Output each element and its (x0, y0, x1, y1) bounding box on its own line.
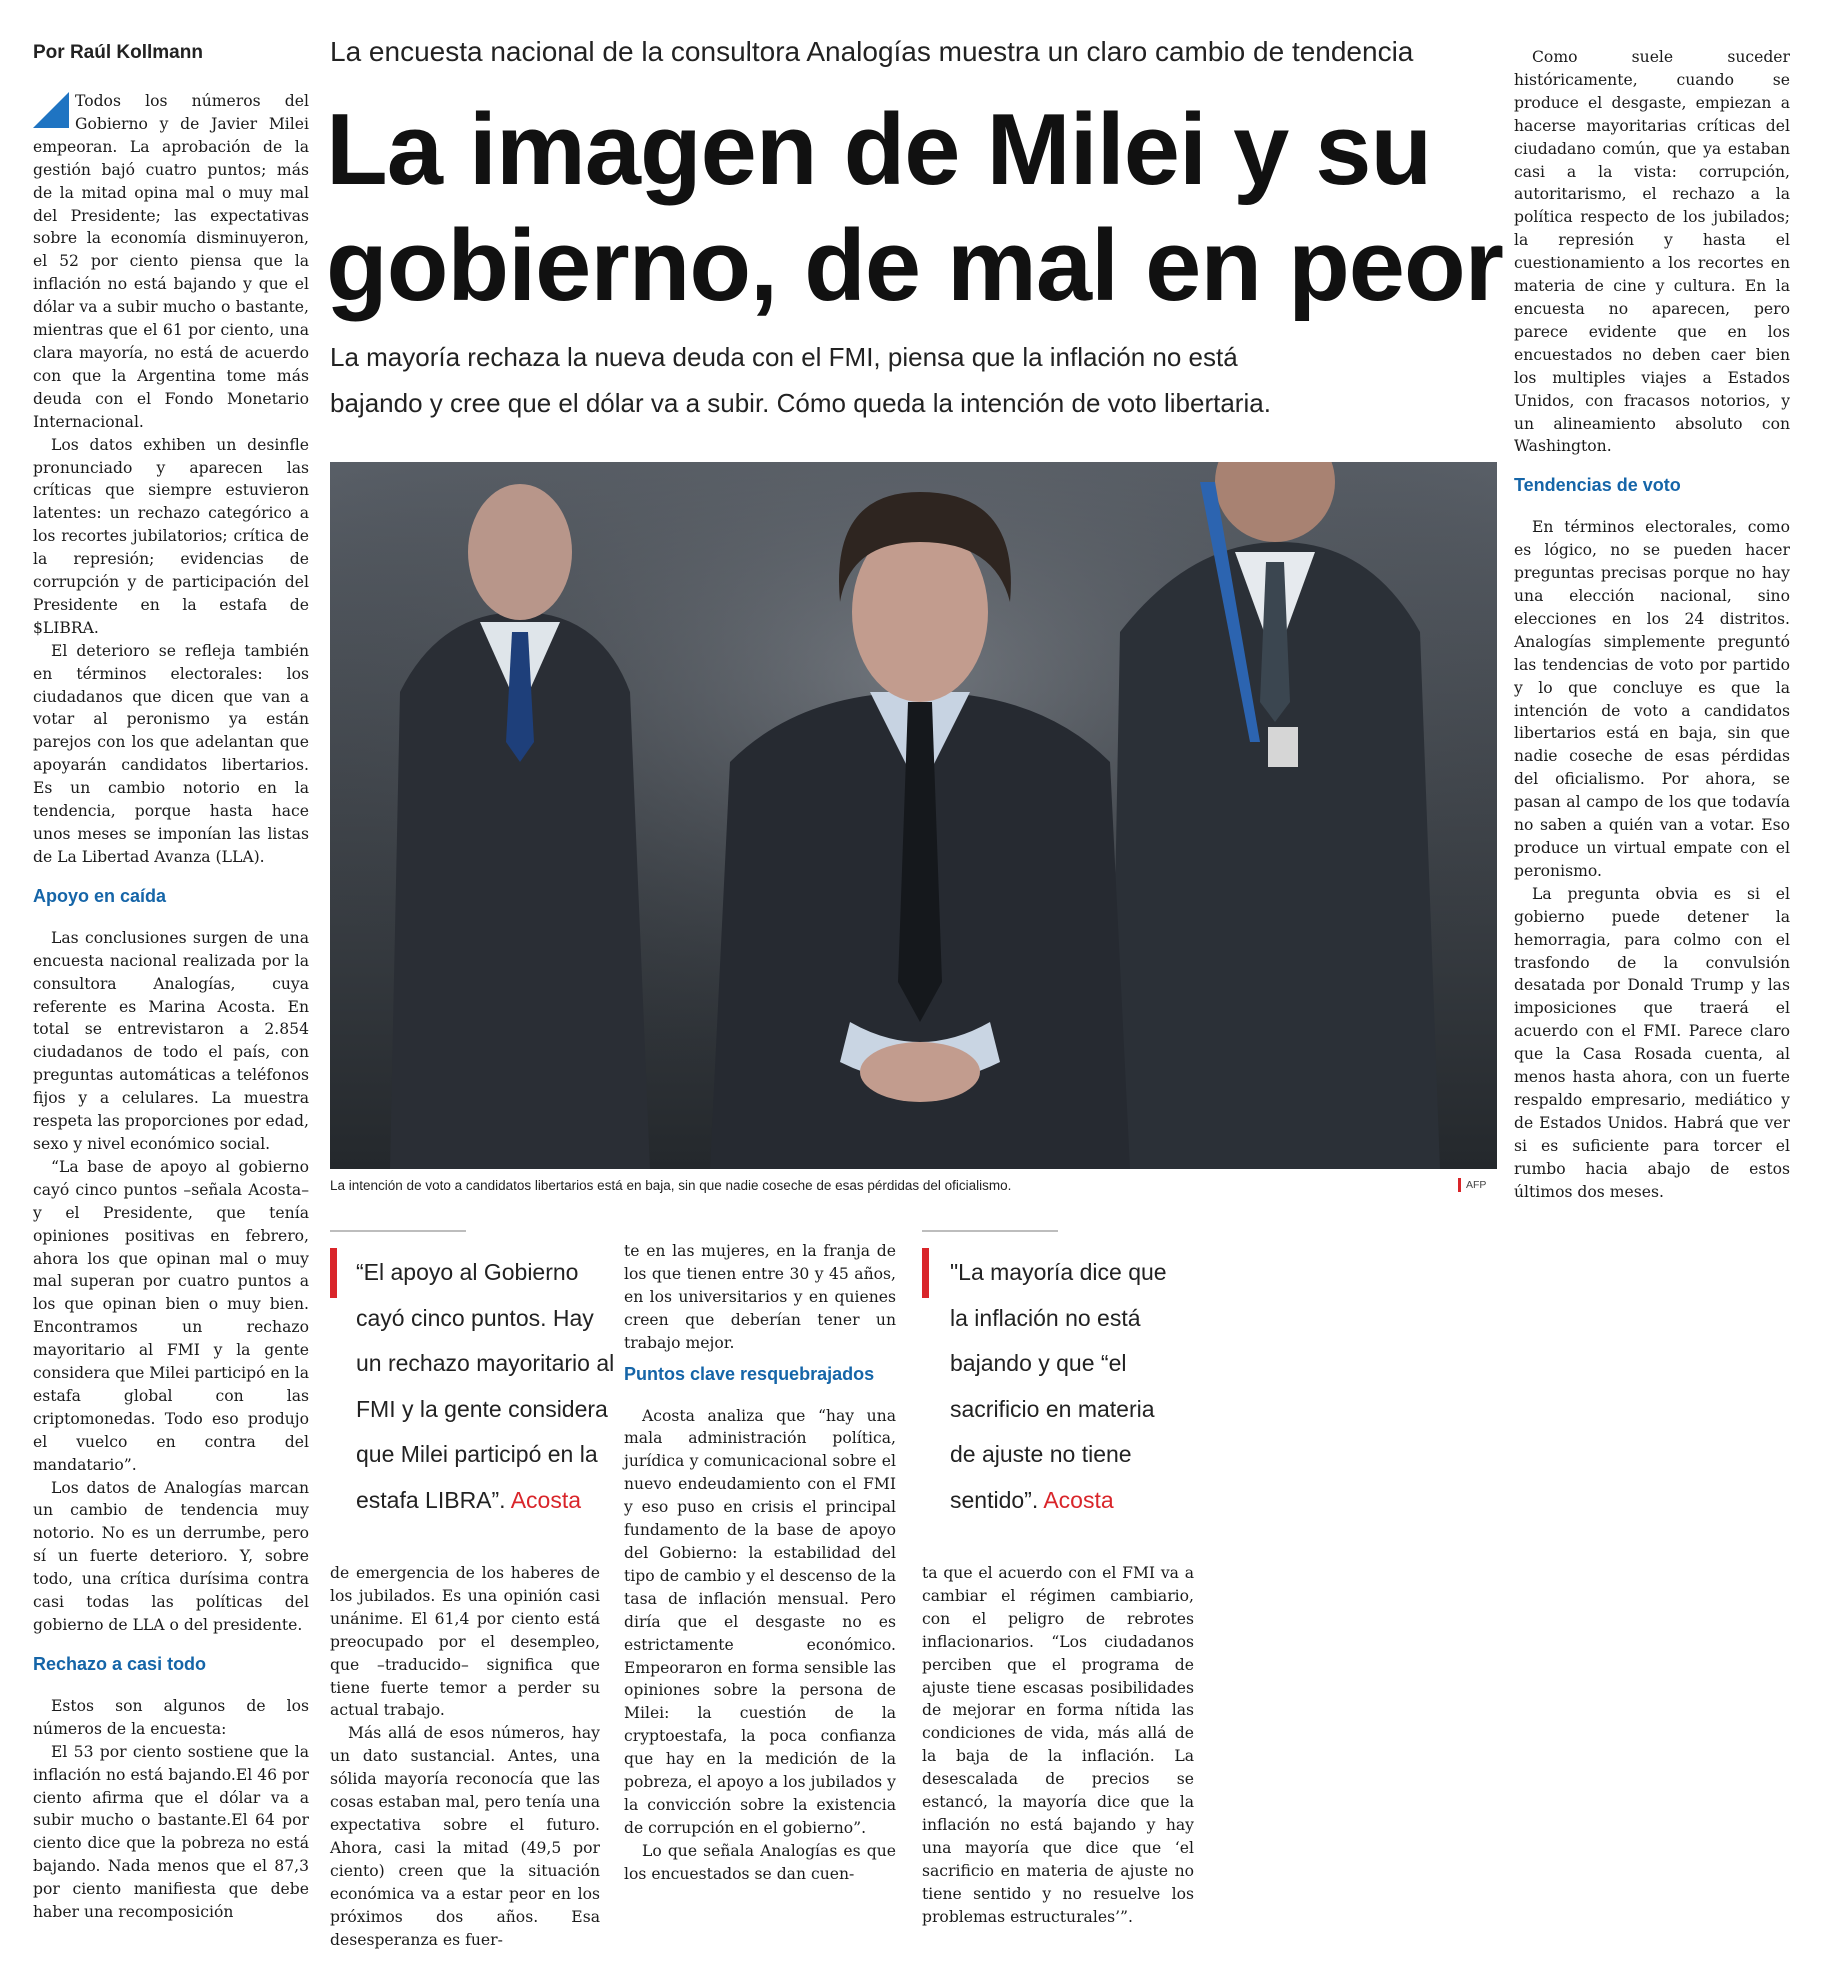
subheading: Rechazo a casi todo (33, 1653, 207, 1674)
article-photo (330, 462, 1497, 1169)
paragraph: Las conclusiones surgen de una encuesta nacional realizada por la consultora Analogías, cuya referente es Marina Acosta. En total se entrevistaron a 2.854 ciudadanos de todo el país, con preguntas automáticas a teléfonos fijos y a celulares. La muestra respeta las proporciones por edad, sexo y nivel económico social. (33, 928, 309, 1153)
kicker: La encuesta nacional de la consultora Analogías muestra un claro cambio de tendencia (330, 36, 1414, 67)
quote-line (356, 1478, 616, 1524)
credit-marker (1458, 1178, 1461, 1192)
quote-rule (330, 1230, 466, 1232)
quote-line: un rechazo mayoritario al (356, 1350, 615, 1376)
quote-attribution: Acosta (1043, 1486, 1114, 1513)
paragraph: de emergencia de los haberes de los jubilados. Es una opinión casi unánime. El 61,4 por ciento está preocupado por el desempleo, que –traducido– significa que tiene fuerte temor a perder su actual trabajo. (330, 1564, 600, 1720)
pull-quote (356, 1250, 616, 1523)
photo-caption: La intención de voto a candidatos libertarios está en baja, sin que nadie coseche de esas pérdidas del oficialismo. (330, 1178, 1012, 1193)
paragraph: Lo que señala Analogías es que los encuestados se dan cuen- (624, 1841, 896, 1883)
drop-triangle-icon (33, 92, 69, 128)
paragraph: ta que el acuerdo con el FMI va a cambiar el régimen cambiario, con el peligro de rebrotes inflacionarios. “Los ciudadanos perciben que el programa de ajuste tiene escasas posibilidades de mejorar en forma nítida las condiciones de vida, más allá de la baja de la inflación. La desescalada de precios se estancó, la mayoría dice que la inflación no está bajando y hay una mayoría que dice que ‘el sacrificio en materia de ajuste no tiene sentido y no resuelve los problemas estructurales’”. (922, 1564, 1194, 1926)
quote-bar (330, 1248, 337, 1298)
quote-text: estafa LIBRA”. (356, 1486, 506, 1513)
deck (330, 334, 1520, 426)
byline: Por Raúl Kollmann (33, 42, 203, 63)
paragraph: te en las mujeres, en la franja de los que tienen entre 30 y 45 años, en los universitarios y en quienes creen que deberían tener un trabajo mejor. (624, 1242, 896, 1352)
subheading: Tendencias de voto (1514, 475, 1681, 496)
paragraph: El 53 por ciento sostiene que la inflación no está bajando.El 46 por ciento afirma que el dólar va a subir mucho o bastante.El 64 por ciento dice que la pobreza no está bajando. Nada menos que el 87,3 por ciento manifiesta que debe haber una recomposición (33, 1742, 309, 1922)
quote-rule (922, 1230, 1058, 1232)
article-column-2 (330, 1562, 600, 1951)
paragraph: Acosta analiza que “hay una mala administración política, jurídica y comunicacional sobre el nuevo endeudamiento con el FMI y eso puso en crisis el principal fundamento de la base de apoyo del Gobierno: la estabilidad del tipo de cambio y el descenso de la tasa de inflación mensual. Pero diría que el desgaste no es estrictamente económico. Empeoraron en forma sensible las opiniones sobre la persona de Milei: la cuestión de la cryptoestafa, la poca confianza que hay en la medición de la pobreza, el apoyo a los jubilados y la convicción sobre la existencia de corrupción en el gobierno”. (624, 1406, 896, 1837)
paragraph: Todos los números del Gobierno y de Javier Milei empeoran. La aprobación de la gestión bajó cuatro puntos; más de la mitad opina mal o muy mal del Presidente; las expectativas sobre la economía disminuyeron, el 52 por ciento piensa que la inflación no está bajando y que el dólar va a subir mucho o bastante, mientras que el 61 por ciento, una clara mayoría, no está de acuerdo con que la Argentina tome más deuda con el Fondo Monetario Internacional. (33, 92, 309, 431)
quote-line: “El apoyo al Gobierno (356, 1259, 579, 1285)
quote-line (950, 1478, 1210, 1524)
headline (326, 92, 1516, 324)
paragraph: Los datos de Analogías marcan un cambio de tendencia muy notorio. No es un derrumbe, pero sí un fuerte deterioro. Y, sobre todo, una crítica durísima contra casi todas las políticas del gobierno de LLA o del presidente. (33, 1478, 309, 1634)
pull-quote (950, 1250, 1210, 1523)
article-column-1 (33, 90, 309, 1924)
quote-line: la inflación no está (950, 1304, 1141, 1331)
photo-credit: AFP (1466, 1179, 1487, 1191)
quote-attribution: Acosta (510, 1486, 582, 1513)
quote-text: sentido”. (950, 1486, 1039, 1513)
quote-line: de ajuste no tiene (950, 1441, 1132, 1467)
paragraph: La pregunta obvia es si el gobierno puede detener la hemorragia, para colmo con el trasfondo de la convulsión desatada por Donald Trump y las imposiciones que traerá el acuerdo con el FMI. Parece claro que la Casa Rosada cuenta, al menos hasta ahora, con un fuerte respaldo empresario, mediático y de Estados Unidos. Habrá que ver si es suficiente para torcer el rumbo hacia abajo de estos últimos dos meses. (1514, 884, 1790, 1201)
paragraph: El deterioro se refleja también en términos electorales: los ciudadanos que dicen que van a votar al peronismo ya están parejos con los que adelantan que apoyarán candidatos libertarios. Es un cambio notorio en la tendencia, porque hasta hace unos meses se imponían las listas de La Libertad Avanza (LLA). (33, 641, 309, 866)
article-column-5 (1514, 46, 1790, 1204)
quote-line: FMI y la gente considera (356, 1395, 608, 1422)
photo-illustration (330, 462, 1497, 1169)
subheading: Apoyo en caída (33, 885, 167, 906)
paragraph: En términos electorales, como es lógico, no se pueden hacer preguntas precisas porque no hay una elección nacional, sino elecciones en los 24 distritos. Analogías simplemente preguntó las tendencias de voto por partido y lo que concluye es que la intención de voto a candidatos libertarios está en baja, sin que nadie coseche de esas pérdidas del oficialismo. Por ahora, se pasan al campo de los que todavía no saben a quién van a votar. Eso produce un virtual empate con el peronismo. (1514, 518, 1790, 880)
paragraph: “La base de apoyo al gobierno cayó cinco puntos –señala Acosta– y el Presidente, que tenía opiniones positivas en febrero, ahora los que opinan mal o muy mal superan por cuatro puntos a los que opinan bien o muy bien. Encontramos un rechazo mayoritario al FMI y la gente considera que Milei participó en la estafa global con las criptomonedas. Todo eso produjo el vuelco en contra del mandatario”. (33, 1157, 309, 1474)
headline-line: La imagen de Milei y su (326, 94, 1432, 206)
article-column-4 (922, 1562, 1194, 1929)
quote-line: que Milei participó en la (356, 1441, 598, 1467)
deck-line: bajando y cree que el dólar va a subir. Cómo queda la intención de voto libertaria. (330, 388, 1271, 418)
quote-line: "La mayoría dice que (950, 1259, 1167, 1285)
paragraph: Como suele suceder históricamente, cuando se produce el desgaste, empiezan a hacerse mayoritarias críticas del ciudadano común, que ya estaban casi a la vista: corrupción, autoritarismo, el rechazo a la política respecto de los jubilados; la represión y hasta el cuestionamiento a los recortes en materia de cine y cultura. En la encuesta no aparecen, pero parece evidente que en los encuestados no deben caer bien los multiples viajes a Estados Unidos, con fracasos notorios, y un alineamiento absoluto con Washington. (1514, 48, 1790, 456)
article-column-3 (624, 1240, 896, 1886)
paragraph: Los datos exhiben un desinfle pronunciado y aparecen las críticas que siempre estuvieron latentes: un rechazo categórico a los recortes jubilatorios; crítica de la represión; evidencias de corrupción y de participación del Presidente en la estafa de $LIBRA. (33, 435, 309, 637)
paragraph: Más allá de esos números, hay un dato sustancial. Antes, una sólida mayoría reconocía que las cosas estaban mal, pero tenía una expectativa sobre el futuro. Ahora, casi la mitad (49,5 por ciento) creen que la situación económica va a estar peor en los próximos dos años. Esa desesperanza es fuer- (330, 1724, 600, 1949)
quote-line: bajando y que “el (950, 1350, 1127, 1376)
headline-line: gobierno, de mal en peor (326, 210, 1503, 322)
paragraph: Estos son algunos de los números de la encuesta: (33, 1696, 309, 1738)
subheading: Puntos clave resquebrajados (624, 1363, 875, 1384)
quote-line: cayó cinco puntos. Hay (356, 1304, 594, 1331)
quote-bar (922, 1248, 929, 1298)
deck-line: La mayoría rechaza la nueva deuda con el FMI, piensa que la inflación no está (330, 342, 1238, 372)
quote-line: sacrificio en materia (950, 1395, 1155, 1422)
